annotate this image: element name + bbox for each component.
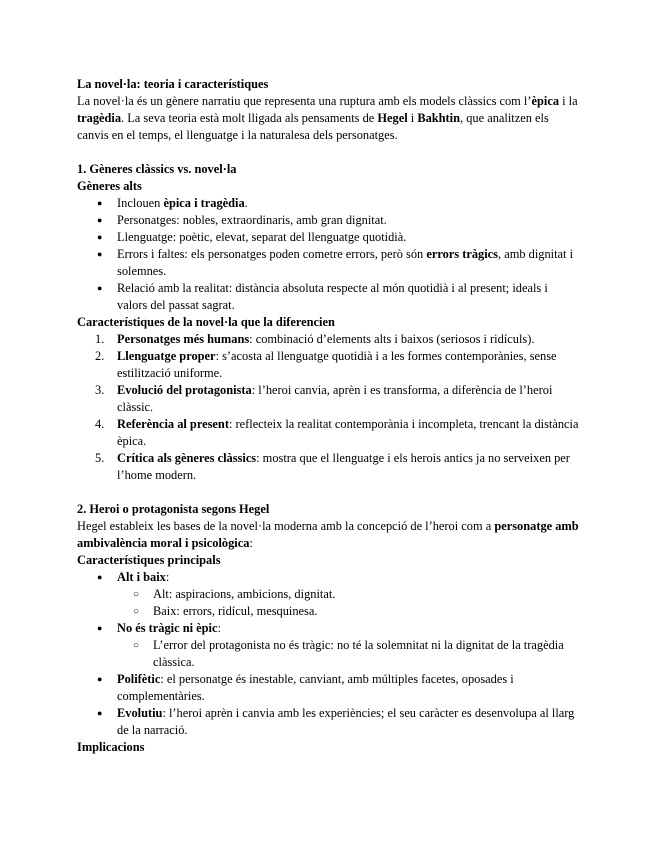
item-bold: Llenguatge proper xyxy=(117,349,216,363)
section-2-intro xyxy=(77,518,579,552)
sub-list-item: ○ Baix: errors, ridícul, mesquinesa. xyxy=(77,603,579,620)
sub-list-item: ○ Alt: aspiracions, ambicions, dignitat. xyxy=(77,586,579,603)
item-text: : combinació d’elements alts i baixos (seriosos i ridículs). xyxy=(249,332,535,346)
hegel-characteristics-list xyxy=(77,569,579,586)
section-2-subheading-caracteristiques: Característiques principals xyxy=(77,553,221,567)
list-item xyxy=(77,569,579,586)
item-text: : mostra que el llenguatge i els herois antics ja no serveixen per l’home modern. xyxy=(117,451,570,482)
alt-i-baix-sublist xyxy=(77,586,579,620)
item-bold: Crítica als gèneres clàssics xyxy=(117,451,257,465)
hegel-characteristics-list xyxy=(77,620,579,637)
document-title: La novel·la: teoria i característiques xyxy=(77,77,269,91)
sub-list-item: ○ L’error del protagonista no és tràgic: no té la solemnitat ni la dignitat de la tragèdia clàssica. xyxy=(77,637,579,671)
item-number: 4. xyxy=(95,417,105,431)
list-item-text: . xyxy=(244,196,248,210)
section-2-intro-text: Hegel estableix les bases de la novel·la moderna amb la concepció de l’heroi com a xyxy=(77,519,495,533)
intro-text-a: La novel·la és un gènere narratiu que representa una ruptura amb els models clàssics com l’ xyxy=(77,94,532,108)
list-item-text: Inclouen xyxy=(117,196,164,210)
item-text: : reflecteix la realitat contemporània i incompleta, trencant la distància èpica. xyxy=(117,417,579,448)
intro-bold-hegel: Hegel xyxy=(377,111,408,125)
list-item xyxy=(77,671,579,705)
list-item-text: , amb dignitat i solemnes. xyxy=(117,247,574,278)
generes-alts-list xyxy=(77,195,579,314)
intro-text-d: . La seva teoria està molt lligada als pensaments de xyxy=(121,111,378,125)
item-number: 5. xyxy=(95,451,105,465)
section-2-intro-text: : xyxy=(249,536,253,550)
list-item xyxy=(77,705,579,739)
section-1-subheading-caracteristiques: Característiques de la novel·la que la diferencien xyxy=(77,315,335,329)
list-item-bold: No és tràgic ni èpic xyxy=(117,621,218,635)
list-item-text: : l’heroi aprèn i canvia amb les experiències; el seu caràcter es desenvolupa al llarg de la narració. xyxy=(117,706,575,737)
intro-text-c: i la xyxy=(559,94,578,108)
numbered-item xyxy=(77,331,579,348)
numbered-item xyxy=(77,382,579,416)
list-item-text: : xyxy=(165,570,170,584)
spacer xyxy=(77,484,579,501)
item-bold: Evolució del protagonista xyxy=(117,383,252,397)
item-text: : l’heroi canvia, aprèn i es transforma, a diferència de l’heroi clàssic. xyxy=(117,383,553,414)
list-item: ● Llenguatge: poètic, elevat, separat del llenguatge quotidià. xyxy=(77,229,579,246)
section-1-heading: 1. Gèneres clàssics vs. novel·la xyxy=(77,162,237,176)
intro-bold-tragedia: tragèdia xyxy=(77,111,122,125)
intro-paragraph xyxy=(77,93,579,144)
numbered-item xyxy=(77,416,579,450)
item-number: 2. xyxy=(95,349,105,363)
item-number: 3. xyxy=(95,383,105,397)
caracteristiques-novel-la-list xyxy=(77,331,579,484)
list-item-text: Errors i faltes: els personatges poden cometre errors, però són xyxy=(117,247,427,261)
list-item-bold: Alt i baix xyxy=(117,570,166,584)
item-text: : s’acosta al llenguatge quotidià i a les formes contemporànies, sense estilització uniforme. xyxy=(117,349,557,380)
list-item-bold: errors tràgics xyxy=(426,247,498,261)
numbered-item xyxy=(77,450,579,484)
intro-text-f: , que analitzen els canvis en el temps, el llenguatge i la naturalesa dels personatges. xyxy=(77,111,549,142)
item-bold: Referència al present xyxy=(117,417,229,431)
list-item-bold: Evolutiu xyxy=(117,706,163,720)
section-2-heading: 2. Heroi o protagonista segons Hegel xyxy=(77,502,270,516)
list-item xyxy=(77,620,579,637)
item-number: 1. xyxy=(95,332,105,346)
document-content xyxy=(77,76,579,756)
implicacions-heading: Implicacions xyxy=(77,740,145,754)
numbered-item xyxy=(77,348,579,382)
no-tragic-sublist xyxy=(77,637,579,671)
list-item: ● Personatges: nobles, extraordinaris, amb gran dignitat. xyxy=(77,212,579,229)
spacer xyxy=(77,144,579,161)
section-1-subheading-generes-alts: Gèneres alts xyxy=(77,179,142,193)
section-2-intro-bold: personatge amb ambivalència moral i psicològica xyxy=(77,519,579,550)
list-item-text: : xyxy=(217,621,221,635)
intro-text-e: i xyxy=(407,111,418,125)
list-item xyxy=(77,195,579,212)
hegel-characteristics-list xyxy=(77,671,579,739)
list-item xyxy=(77,246,579,280)
list-item: ● Relació amb la realitat: distància absoluta respecte al món quotidià i al present; ideals i valors del passat sagrat. xyxy=(77,280,579,314)
list-item-text: : el personatge és inestable, canviant, amb múltiples facetes, oposades i complementàries. xyxy=(117,672,514,703)
intro-bold-bakhtin: Bakhtin xyxy=(417,111,461,125)
list-item-bold: Polifètic xyxy=(117,672,161,686)
list-item-bold: èpica i tragèdia xyxy=(163,196,245,210)
item-bold: Personatges més humans xyxy=(117,332,250,346)
intro-bold-epica: èpica xyxy=(531,94,560,108)
